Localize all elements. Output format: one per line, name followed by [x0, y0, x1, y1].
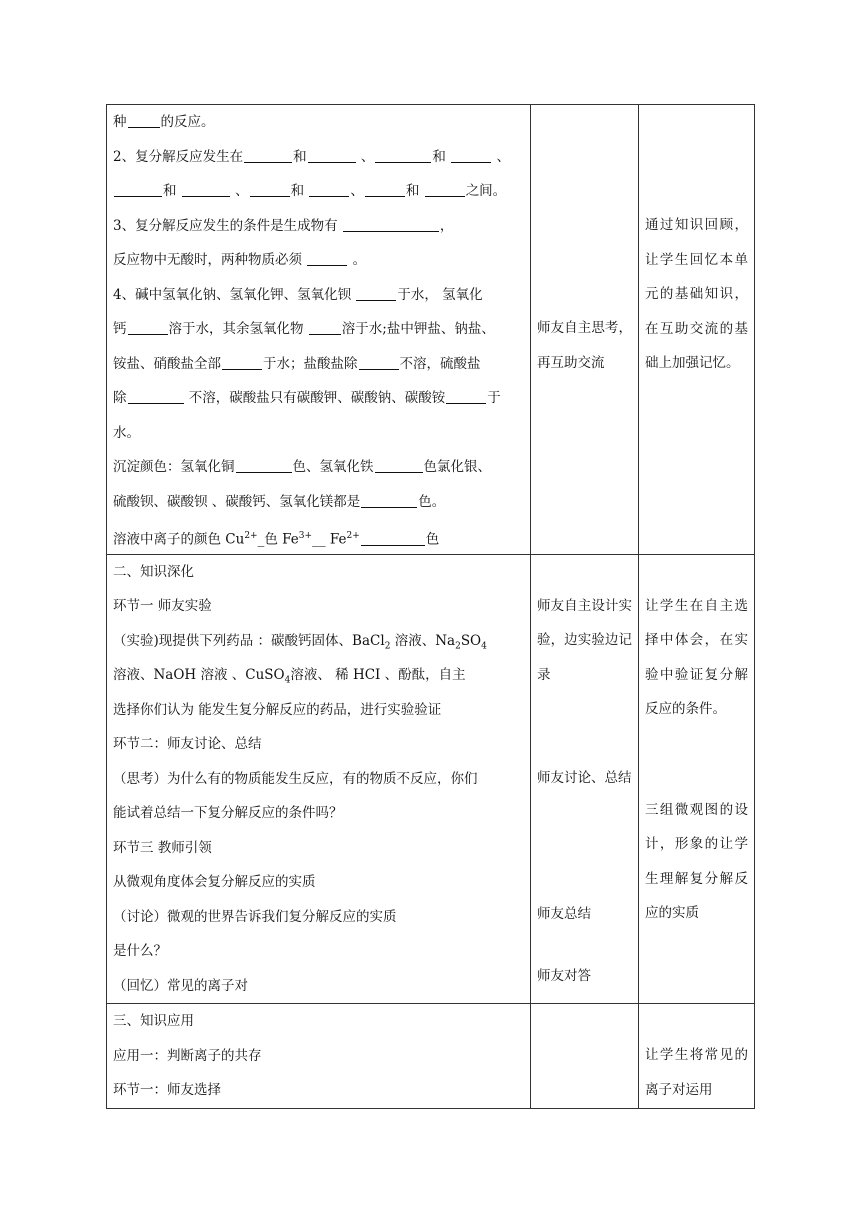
line-text: 、 [356, 148, 375, 165]
line-text: 于水；盐酸盐除 [263, 355, 358, 372]
blank-gap [308, 146, 356, 163]
line-text: 和 [432, 148, 451, 165]
line-text: 3、复分解反应发生的条件是生成物有 [113, 217, 342, 234]
table-row [107, 554, 755, 1004]
content-cell [107, 554, 531, 1004]
blank-gap [128, 111, 160, 128]
fill-blank-line [113, 105, 524, 140]
line-text: 于水， 氢氧化 [397, 286, 483, 303]
intent-text: 让学生在自主选择中体会，在实验中验证复分解反应的条件。 [645, 597, 748, 717]
micro-line: 从微观角度体会复分解反应的实质 [113, 874, 316, 890]
experiment-line: （实验)现提供下列药品 ：碳酸钙固体、BaCl$_2$ 溶液、$Na_2SO_4$ [113, 632, 487, 652]
blank-gap [250, 180, 290, 197]
experiment-line: 选择你们认为 能发生复分解反应的药品，进行实验验证 [113, 701, 442, 718]
blank-gap [365, 180, 405, 197]
blank-gap [425, 180, 465, 197]
intent-text: 让学生将常见的离子对运用 [645, 1047, 748, 1098]
activity-text: 师友对答 [537, 967, 591, 984]
line-text: 水。 [113, 424, 140, 441]
activity-cell [531, 105, 639, 555]
line-text: 反应物中无酸时，两种物质必须 [113, 252, 307, 268]
content-cell [107, 1004, 531, 1109]
fill-blank-line [113, 174, 524, 209]
step-label: 环节一：师友选择 [113, 1082, 221, 1098]
line-text: 、 [230, 183, 249, 199]
intent-cell [639, 105, 755, 555]
line-text: 沉淀颜色：氢氧化铜 [113, 459, 235, 475]
line-text: ， [439, 217, 454, 234]
line-text: 铵盐、硝酸盐全部 [113, 355, 221, 372]
blank-gap [309, 318, 341, 335]
blank-gap [222, 353, 262, 370]
activity-text: 师友自主思考，再互助交流 [537, 320, 632, 371]
step-label: 环节二：师友讨论、总结 [113, 736, 262, 752]
activity-cell [531, 554, 639, 1004]
line-text: 、 [492, 148, 510, 165]
line-text: 和 [163, 183, 181, 199]
line-text: 。 [348, 252, 367, 268]
fill-blank-line [113, 347, 524, 382]
recall-line: （回忆）常见的离子对 [113, 977, 248, 994]
fill-blank-line [113, 312, 524, 347]
blank-gap [356, 284, 396, 301]
line-text: 、 [350, 183, 364, 199]
blank-gap [236, 456, 292, 473]
blank-gap [343, 215, 439, 232]
line-text: 和 [405, 183, 424, 199]
line-text: 钙 [113, 321, 127, 337]
line-text: 不溶，碳酸盐只有碳酸钾、碳酸钠、碳酸铵 [184, 390, 446, 406]
activity-text: 师友讨论、总结 [537, 769, 632, 786]
line-text: 硫酸钡、碳酸钡 、碳酸钙、氢氧化镁都是 [113, 493, 361, 510]
ion-color-line: 溶液中离子的颜色 $Cu^{2+}\_$色 $Fe^{3+}\_\_$ $Fe^{2+}$ 色 [113, 519, 524, 554]
section-heading: 二、知识深化 [113, 563, 194, 580]
line-text: 和 [293, 148, 307, 165]
line-text: 色氯化银、 [423, 459, 491, 475]
blank-gap [451, 146, 491, 163]
line-text: 和 [290, 183, 309, 199]
fill-blank-line [113, 278, 524, 313]
intent-cell [639, 1004, 755, 1109]
fill-blank-line [113, 485, 524, 520]
line-text: 之间。 [465, 183, 507, 199]
blank-gap [361, 491, 417, 508]
lesson-plan-table [106, 104, 755, 1109]
fill-blank-line [113, 140, 524, 175]
line-text: 于 [487, 390, 501, 406]
fill-blank-lines [113, 105, 524, 519]
think-line: 能试着总结一下复分解反应的条件吗？ [113, 805, 343, 821]
intent-text: 三组微观图的设计，形象的让学生理解复分解反应的实质 [645, 801, 748, 921]
content-cell [107, 105, 531, 555]
blank-gap [244, 146, 292, 163]
table-row [107, 1004, 755, 1109]
discuss-line: 是什么？ [113, 943, 167, 959]
blank-gap [446, 387, 486, 404]
blank-gap [375, 456, 423, 473]
blank-gap [128, 318, 168, 335]
line-text: 2、复分解反应发生在 [113, 148, 244, 165]
intent-cell [639, 554, 755, 1004]
line-text: 4、碱中氢氧化钠、氢氧化钾、氢氧化钡 [113, 286, 356, 303]
experiment-line: 溶液、NaOH 溶液 、CuSO$_4$溶液、 稀 HCI 、酚酞，自主 [113, 667, 466, 686]
line-text: 溶于水;盐中钾盐、钠盐、 [341, 321, 495, 337]
blank-gap [309, 180, 349, 197]
activity-text: 师友自主设计实验，边实验边记录 [537, 597, 632, 683]
fill-blank-line [113, 381, 524, 416]
line-text: 的反应。 [160, 114, 215, 130]
discuss-line: （讨论）微观的世界告诉我们复分解反应的实质 [113, 908, 397, 925]
step-label: 环节一 师友实验 [113, 598, 212, 614]
line-text: 种 [113, 114, 127, 130]
line-text: 色、氢氧化铁 [292, 459, 374, 475]
table-row [107, 105, 755, 555]
fill-blank-line [113, 450, 524, 485]
fill-blank-line [113, 209, 524, 244]
line-text: 除 [113, 390, 127, 406]
blank-gap [375, 146, 431, 163]
line-text: 不溶，硫酸盐 [399, 355, 481, 372]
blank-gap [182, 180, 230, 197]
activity-text: 师友总结 [537, 905, 591, 922]
intent-text: 通过知识回顾，让学生回忆本单元的基础知识，在互助交流的基础上加强记忆。 [645, 217, 748, 371]
line-text: 溶于水，其余氢氧化物 [168, 321, 308, 337]
step-label: 环节三 教师引领 [113, 839, 212, 856]
section-heading: 三、知识应用 [113, 1013, 194, 1029]
blank-gap [128, 387, 184, 404]
activity-cell [531, 1004, 639, 1109]
fill-blank-line [113, 416, 524, 451]
blank-gap [307, 249, 347, 266]
blank-gap [359, 353, 399, 370]
fill-blank-line [113, 243, 524, 278]
line-text: 色。 [418, 493, 446, 510]
app-line: 应用一：判断离子的共存 [113, 1047, 262, 1064]
think-line: （思考）为什么有的物质能发生反应，有的物质不反应，你们 [113, 770, 478, 787]
blank-gap [114, 180, 162, 197]
